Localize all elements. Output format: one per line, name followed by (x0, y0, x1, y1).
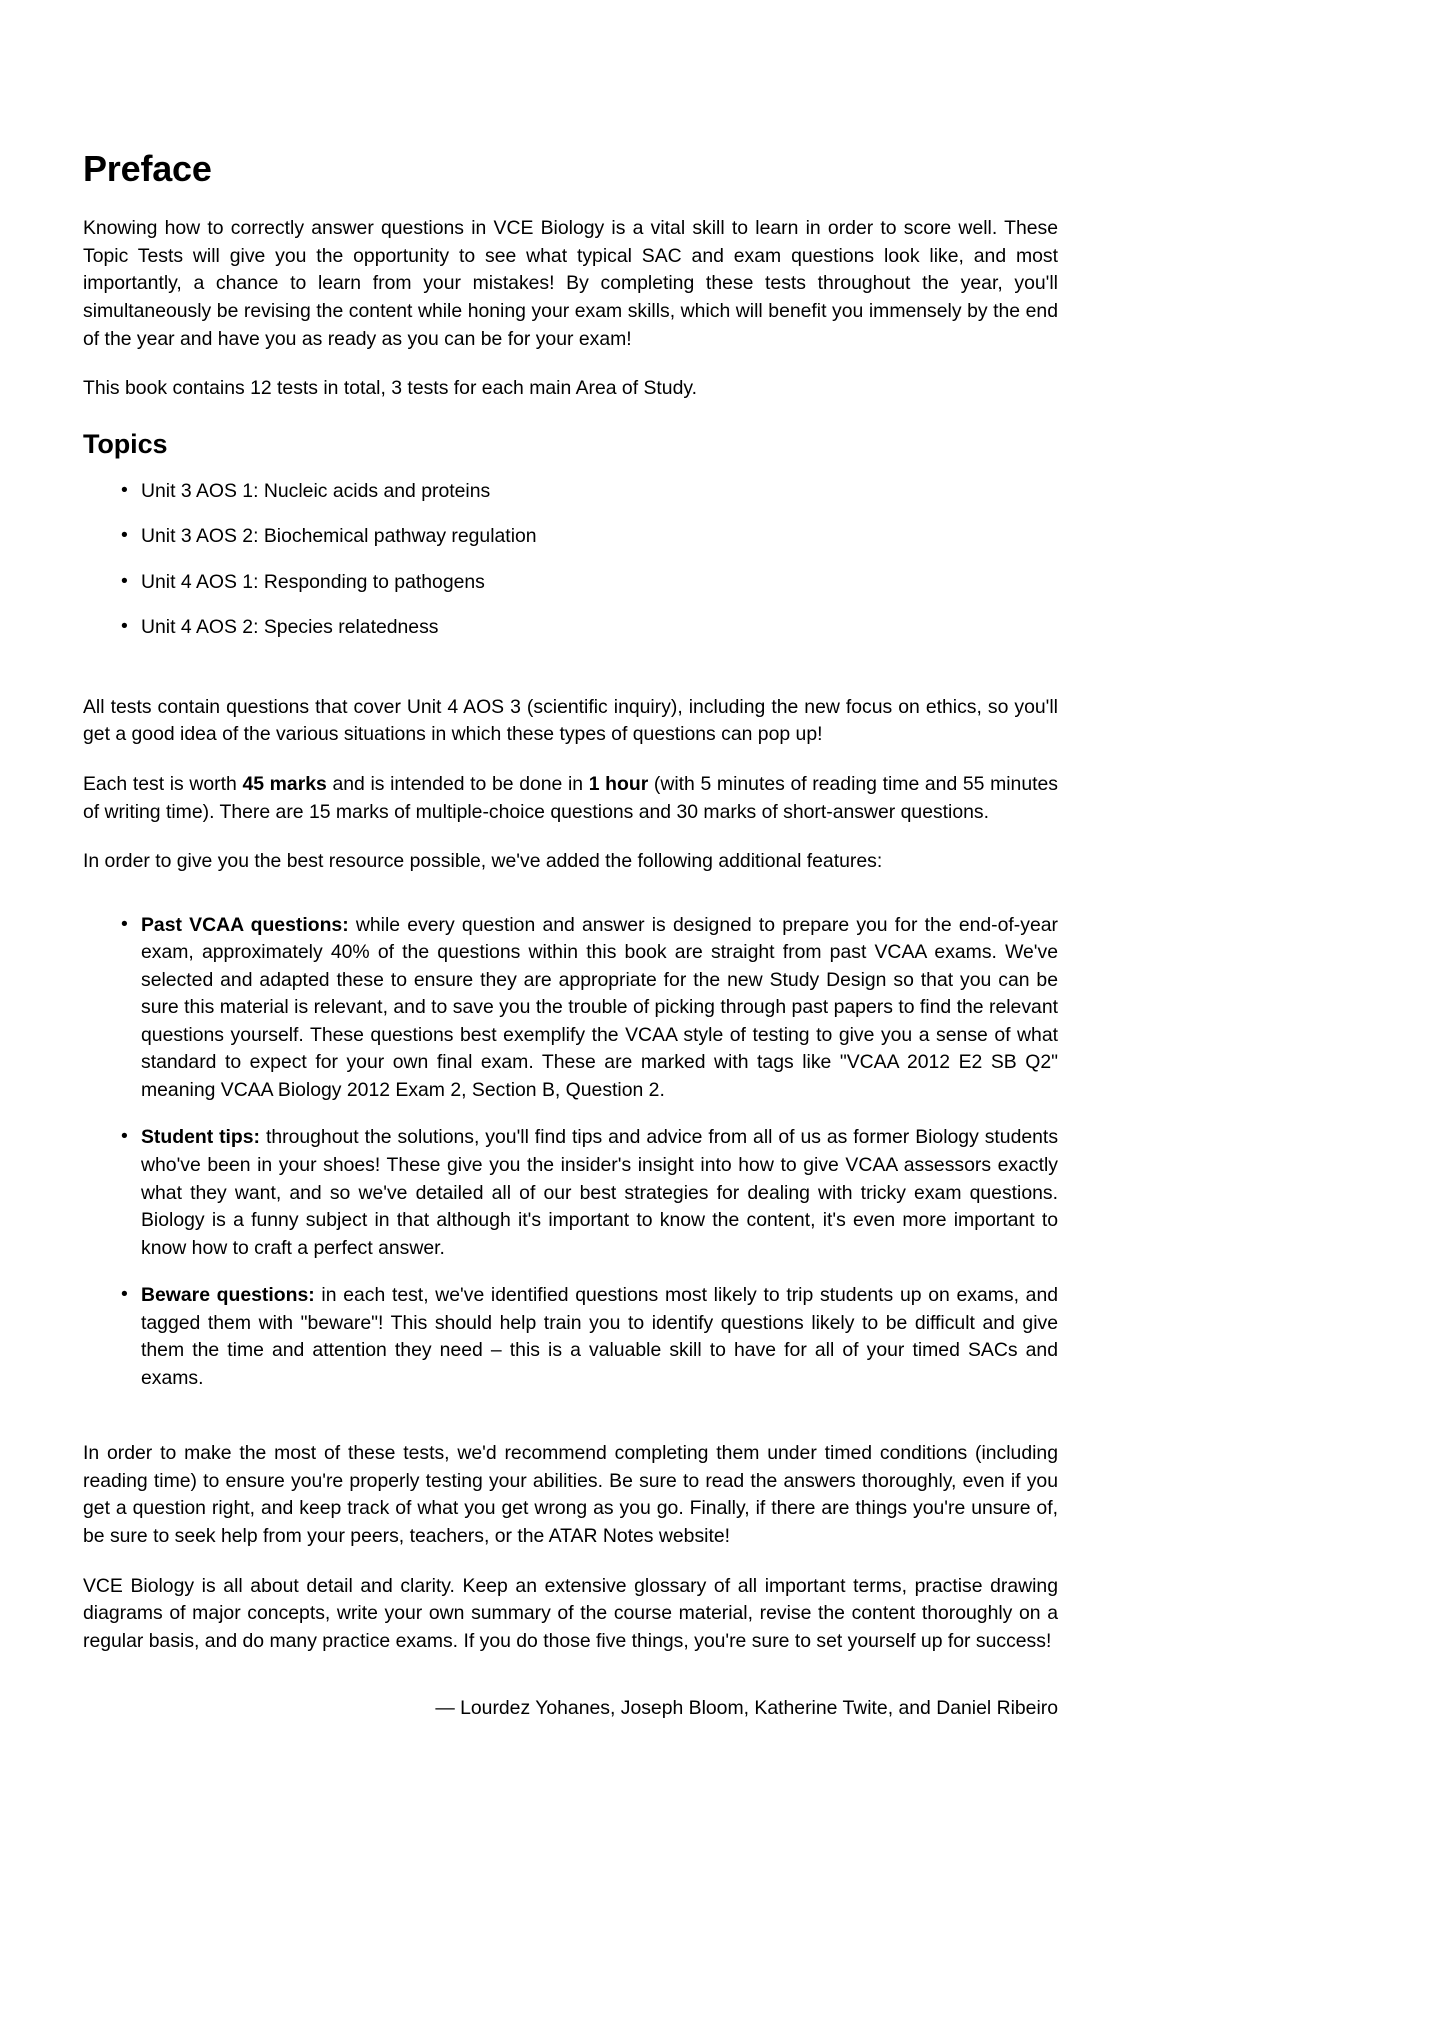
bullet-icon: • (121, 524, 128, 547)
topics-heading: Topics (83, 428, 168, 459)
intro-paragraph: Knowing how to correctly answer questions in VCE Biology is a vital skill to learn in order to score well. These Topic Tests will give you the opportunity to see what typical SAC and exam questions look like, and most importantly, a chance to learn from your mistakes! By completing these tests throughout the year, you'll simultaneously be revising the content while honing your exam skills, which will benefit you immensely by the end of the year and have you as ready as you can be for your exam! (83, 217, 1058, 350)
duration-value: 1 hour (588, 773, 649, 795)
recommendation-paragraph: In order to make the most of these tests, we'd recommend completing them under timed conditions (including reading time) to ensure you're properly testing your abilities. Be sure to read the answers thoroughly, even if you get a question right, and keep track of what you get wrong as you go. Finally, if there are things you're unsure of, be sure to seek help from your peers, teachers, or the ATAR Notes website! (83, 1442, 1058, 1548)
closing-spacer (83, 1414, 1058, 1440)
bullet-icon: • (121, 1283, 128, 1306)
feature-label: Beware questions: (141, 1284, 315, 1307)
list-item (83, 569, 1058, 597)
topics-list (83, 478, 1058, 642)
topic-label: Unit 3 AOS 2: Biochemical pathway regulation (141, 525, 537, 548)
bullet-icon: • (121, 478, 128, 501)
list-item (83, 912, 1058, 1105)
list-item (83, 614, 1058, 642)
closing-paragraph: VCE Biology is all about detail and clarity. Keep an extensive glossary of all important terms, practise drawing diagrams of major concepts, write your own summary of the course material, revise the content thoroughly on a regular basis, and do many practice exams. If you do those five things, you're sure to set yourself up for success! (83, 1574, 1058, 1652)
feature-label: Student tips: (141, 1126, 261, 1149)
feature-text: in each test, we've identified questions most likely to trip students up on exams, and tagged them with "beware"! This should help train you to identify questions likely to be difficult and give them the time and attention they need – this is a valuable skill to have for all of your timed SACs and exams. (141, 1284, 1059, 1389)
bullet-icon: • (121, 912, 128, 935)
marks-text-part2: and is intended to be done in (326, 773, 589, 795)
topic-label: Unit 4 AOS 1: Responding to pathogens (141, 570, 485, 593)
page-content (83, 148, 1058, 1723)
marks-text-part3: (with 5 minutes of reading time and 55 minutes of writing time). There are 15 marks of multiple-choice questions and 30 marks of short-answer questions. (83, 773, 1058, 823)
section-spacer (83, 664, 1058, 694)
book-contents-paragraph: This book contains 12 tests in total, 3 tests for each main Area of Study. (83, 377, 698, 400)
bullet-icon: • (121, 1125, 128, 1148)
list-item (83, 1282, 1058, 1392)
topic-label: Unit 3 AOS 1: Nucleic acids and proteins (141, 479, 491, 502)
list-item (83, 478, 1058, 506)
marks-value: 45 marks (242, 773, 327, 795)
features-intro-paragraph: In order to give you the best resource possible, we've added the following additional features: (83, 850, 883, 873)
feature-label: Past VCAA questions: (141, 913, 349, 936)
bullet-icon: • (121, 615, 128, 638)
author-signature: — Lourdez Yohanes, Joseph Bloom, Katherine Twite, and Daniel Ribeiro (435, 1697, 1058, 1720)
bullet-icon: • (121, 569, 128, 592)
feature-text: while every question and answer is designed to prepare you for the end-of-year exam, approximately 40% of the questions within this book are straight from past VCAA exams. We've selected and adapted these to ensure they are appropriate for the new Study Design so that you can be sure this material is relevant, and to save you the trouble of picking through past papers to find the relevant questions yourself. These questions best exemplify the VCAA style of testing to give you a sense of what standard to expect for your own final exam. These are marked with tags like "VCAA 2012 E2 SB Q2" meaning VCAA Biology 2012 Exam 2, Section B, Question 2. (141, 913, 1058, 1101)
features-spacer (83, 898, 1058, 912)
list-item (83, 523, 1058, 551)
list-item (83, 1124, 1058, 1262)
marks-text-part1: Each test is worth (83, 773, 243, 795)
aos3-paragraph: All tests contain questions that cover Unit 4 AOS 3 (scientific inquiry), including the new focus on ethics, so you'll get a good idea of the various situations in which these types of questions can pop up! (83, 695, 1058, 746)
marks-paragraph (83, 771, 1058, 826)
topic-label: Unit 4 AOS 2: Species relatedness (141, 616, 439, 639)
features-list (83, 912, 1058, 1393)
page-title: Preface (83, 148, 212, 189)
feature-text: throughout the solutions, you'll find tips and advice from all of us as former Biology students who've been in your shoes! These give you the insider's insight into how to give VCAA assessors exactly what they want, and so we've detailed all of our best strategies for dealing with tricky exam questions. Biology is a funny subject in that although it's important to know the content, it's even more important to know how to craft a perfect answer. (141, 1126, 1059, 1259)
